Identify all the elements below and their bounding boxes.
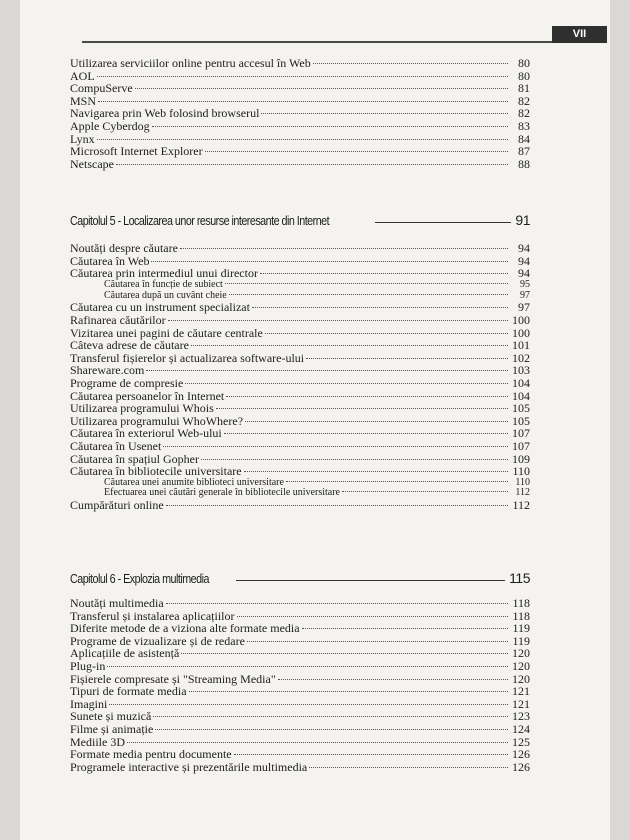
toc-entry-title: Căutarea în Web: [70, 253, 150, 268]
toc-entry-title: Programe de vizualizare și de redare: [70, 633, 245, 648]
toc-entry-title: Filme și animație: [70, 721, 154, 736]
dot-leader: [181, 653, 508, 654]
toc-entry-title: AOL: [70, 68, 95, 83]
dot-leader: [98, 101, 508, 102]
toc-entry-page: 94: [518, 266, 530, 281]
page-number-badge: [552, 26, 607, 43]
toc-entry-title: Rafinarea căutărilor: [70, 312, 166, 327]
page-number: VII: [572, 28, 587, 40]
toc-entry-page: 87: [518, 144, 530, 159]
toc-entry-title: Căutarea cu un instrument specializat: [70, 300, 250, 315]
toc-entry-page: 126: [512, 759, 530, 774]
dot-leader: [313, 63, 508, 64]
toc-entry-page: 103: [512, 363, 530, 378]
toc-entry-page: 112: [515, 487, 530, 499]
toc-entry-title: Tipuri de formate media: [70, 684, 187, 699]
toc-entry-page: 101: [512, 338, 530, 353]
toc-entry-page: 82: [518, 106, 530, 121]
toc-entry-page: 118: [512, 608, 530, 623]
dot-leader: [97, 76, 508, 77]
toc-entry-title: Vizitarea unei pagini de căutare centrale: [70, 325, 263, 340]
chapter-6-page: 115: [509, 570, 530, 586]
toc-entry-title: Câteva adrese de căutare: [70, 338, 189, 353]
dot-leader: [151, 261, 508, 262]
toc-entry: [70, 377, 530, 390]
toc-entry-page: 109: [512, 451, 530, 466]
toc-entry-page: 104: [512, 388, 530, 403]
dot-leader: [168, 320, 508, 321]
chapter-5-page: 91: [515, 212, 530, 228]
toc-entry-page: 107: [512, 438, 530, 453]
toc-entry: [70, 597, 530, 610]
dot-leader: [234, 754, 508, 755]
toc-entry-title: Căutarea în exteriorul Web-ului: [70, 426, 222, 441]
toc-entry-title: Sunete și muzică: [70, 709, 152, 724]
dot-leader: [342, 491, 508, 492]
toc-entry-title: Căutarea după un cuvânt cheie: [104, 289, 227, 301]
dot-leader: [216, 408, 508, 409]
toc-chapter-5-entries: [70, 242, 530, 512]
dot-leader: [201, 459, 508, 460]
toc-entry-title: Plug-in: [70, 658, 106, 673]
dot-leader: [224, 433, 508, 434]
toc-entry: [70, 158, 530, 171]
toc-entry: [70, 145, 530, 158]
dot-leader: [109, 704, 508, 705]
toc-entry-title: Lynx: [70, 131, 95, 146]
dot-leader: [302, 628, 508, 629]
toc-entry-page: 126: [512, 747, 530, 762]
chapter-6-heading: [70, 570, 530, 586]
dot-leader: [278, 679, 508, 680]
dot-leader: [245, 421, 508, 422]
toc-entry: [70, 120, 530, 133]
dot-leader: [244, 471, 508, 472]
toc-entry-title: Transferul fișierelor și actualizarea software-ului: [70, 350, 305, 365]
toc-chapter-6-entries: [70, 597, 530, 773]
toc-entry: [70, 685, 530, 698]
toc-entry-page: 105: [512, 401, 530, 416]
dot-leader: [146, 370, 508, 371]
toc-entry-page: 104: [512, 375, 530, 390]
toc-entry: [70, 267, 530, 280]
chapter-5-heading: [70, 212, 530, 228]
toc-entry-page: 121: [512, 696, 530, 711]
toc-entry-page: 110: [512, 464, 530, 479]
toc-entry-title: Diferite metode de a viziona alte formate media: [70, 621, 300, 636]
toc-entry: [70, 402, 530, 415]
chapter-6-leader: [236, 580, 506, 581]
dot-leader: [191, 345, 508, 346]
dot-leader: [153, 716, 508, 717]
dot-leader: [309, 767, 508, 768]
dot-leader: [265, 333, 508, 334]
toc-entry-title: Programe de compresie: [70, 375, 184, 390]
toc-entry-title: Navigarea prin Web folosind browserul: [70, 106, 260, 121]
toc-entry-title: MSN: [70, 93, 97, 108]
toc-entry: [70, 761, 530, 774]
toc-entry-page: 94: [518, 253, 530, 268]
toc-entry-title: Microsoft Internet Explorer: [70, 144, 203, 159]
dot-leader: [226, 396, 508, 397]
toc-entry-title: Noutăți multimedia: [70, 596, 164, 610]
toc-entry-page: 121: [512, 684, 530, 699]
dot-leader: [306, 358, 508, 359]
dot-leader: [152, 126, 508, 127]
toc-entry-page: 84: [518, 131, 530, 146]
toc-subentry: [70, 280, 530, 291]
toc-entry: [70, 647, 530, 660]
dot-leader: [155, 729, 508, 730]
toc-entry-title: Utilizarea programului Whois: [70, 401, 214, 416]
toc-entry: [70, 314, 530, 327]
toc-entry-page: 105: [512, 413, 530, 428]
toc-entry-page: 82: [518, 93, 530, 108]
dot-leader: [286, 481, 508, 482]
dot-leader: [247, 641, 508, 642]
dot-leader: [237, 616, 508, 617]
toc-entry-page: 80: [518, 56, 530, 70]
toc-entry-title: Shareware.com: [70, 363, 145, 378]
toc-entry-title: Programele interactive și prezentările multimedia: [70, 759, 308, 774]
dot-leader: [225, 283, 508, 284]
dot-leader: [185, 383, 508, 384]
toc-entry-page: 81: [518, 81, 530, 96]
toc-entry-title: Mediile 3D: [70, 734, 125, 749]
chapter-6-title: Capitolul 6 - Explozia multimedia: [70, 572, 209, 586]
toc-entry-page: 119: [512, 633, 530, 648]
toc-entry-title: Netscape: [70, 156, 114, 171]
dot-leader: [107, 666, 508, 667]
toc-entry-page: 107: [512, 426, 530, 441]
toc-entry-title: Căutarea în spațiul Gopher: [70, 451, 199, 466]
toc-entry-title: Transferul și instalarea aplicațiilor: [70, 608, 235, 623]
toc-entry-page: 97: [520, 289, 530, 301]
toc-entry: [70, 440, 530, 453]
toc-entry: [70, 499, 530, 512]
toc-entry: [70, 82, 530, 95]
dot-leader: [97, 139, 508, 140]
dot-leader: [116, 164, 508, 165]
toc-entry: [70, 339, 530, 352]
dot-leader: [127, 742, 508, 743]
chapter-5-leader: [375, 222, 511, 223]
dot-leader: [260, 273, 508, 274]
toc-entry-title: Efectuarea unei căutări generale în bibliotecile universitare: [104, 487, 340, 499]
toc-entry-page: 124: [512, 721, 530, 736]
toc-entry: [70, 622, 530, 635]
toc-entry-title: CompuServe: [70, 81, 133, 96]
dot-leader: [166, 505, 508, 506]
dot-leader: [163, 446, 508, 447]
toc-entry-page: 88: [518, 156, 530, 171]
toc-entry-title: Căutarea în bibliotecile universitare: [70, 464, 242, 479]
toc-entry-title: Utilizarea serviciilor online pentru accesul în Web: [70, 56, 311, 70]
toc-entry-title: Utilizarea programului WhoWhere?: [70, 413, 244, 428]
toc-entry: [70, 748, 530, 761]
dot-leader: [205, 151, 508, 152]
dot-leader: [166, 603, 508, 604]
toc-entry-page: 100: [512, 325, 530, 340]
dot-leader: [189, 691, 508, 692]
toc-entry: [70, 465, 530, 478]
toc-entry-page: 125: [512, 734, 530, 749]
toc-entry-page: 120: [512, 646, 530, 661]
toc-entry-title: Căutarea persoanelor în Internet: [70, 388, 225, 403]
dot-leader: [252, 307, 508, 308]
header-rule: [82, 41, 552, 43]
toc-group-online-services: [70, 57, 530, 170]
toc-entry-title: Căutarea în Usenet: [70, 438, 162, 453]
toc-entry-title: Aplicațiile de asistență: [70, 646, 180, 661]
toc-entry-page: 97: [518, 300, 530, 315]
toc-entry-title: Căutarea în funcție de subiect: [104, 278, 223, 290]
dot-leader: [135, 88, 508, 89]
toc-entry-page: 102: [512, 350, 530, 365]
toc-entry-page: 112: [512, 498, 530, 513]
toc-entry-page: 123: [512, 709, 530, 724]
toc-entry-page: 95: [520, 278, 530, 290]
toc-entry: [70, 723, 530, 736]
toc-entry-title: Căutarea prin intermediul unui director: [70, 266, 258, 281]
toc-entry-title: Fișierele compresate și "Streaming Media": [70, 671, 276, 686]
toc-entry-page: 120: [512, 658, 530, 673]
toc-entry-page: 80: [518, 68, 530, 83]
toc-entry: [70, 70, 530, 83]
toc-entry-page: 118: [512, 596, 530, 610]
toc-entry: [70, 242, 530, 255]
toc-entry-title: Cumpărături online: [70, 498, 164, 513]
toc-entry-page: 94: [518, 241, 530, 255]
chapter-5-title: Capitolul 5 - Localizarea unor resurse interesante din Internet: [70, 214, 330, 228]
toc-entry-page: 110: [515, 476, 530, 488]
dot-leader: [229, 294, 508, 295]
dot-leader: [180, 248, 508, 249]
toc-entry: [70, 57, 530, 70]
toc-entry-title: Imagini: [70, 696, 108, 711]
toc-entry-title: Noutăți despre căutare: [70, 241, 178, 255]
dot-leader: [261, 113, 508, 114]
toc-entry-title: Căutarea unei anumite biblioteci universitare: [104, 476, 284, 488]
toc-entry-title: Formate media pentru documente: [70, 747, 232, 762]
toc-entry-title: Apple Cyberdog: [70, 118, 150, 133]
toc-entry: [70, 660, 530, 673]
toc-entry-page: 120: [512, 671, 530, 686]
toc-entry-page: 100: [512, 312, 530, 327]
toc-entry-page: 83: [518, 118, 530, 133]
toc-entry-page: 119: [512, 621, 530, 636]
